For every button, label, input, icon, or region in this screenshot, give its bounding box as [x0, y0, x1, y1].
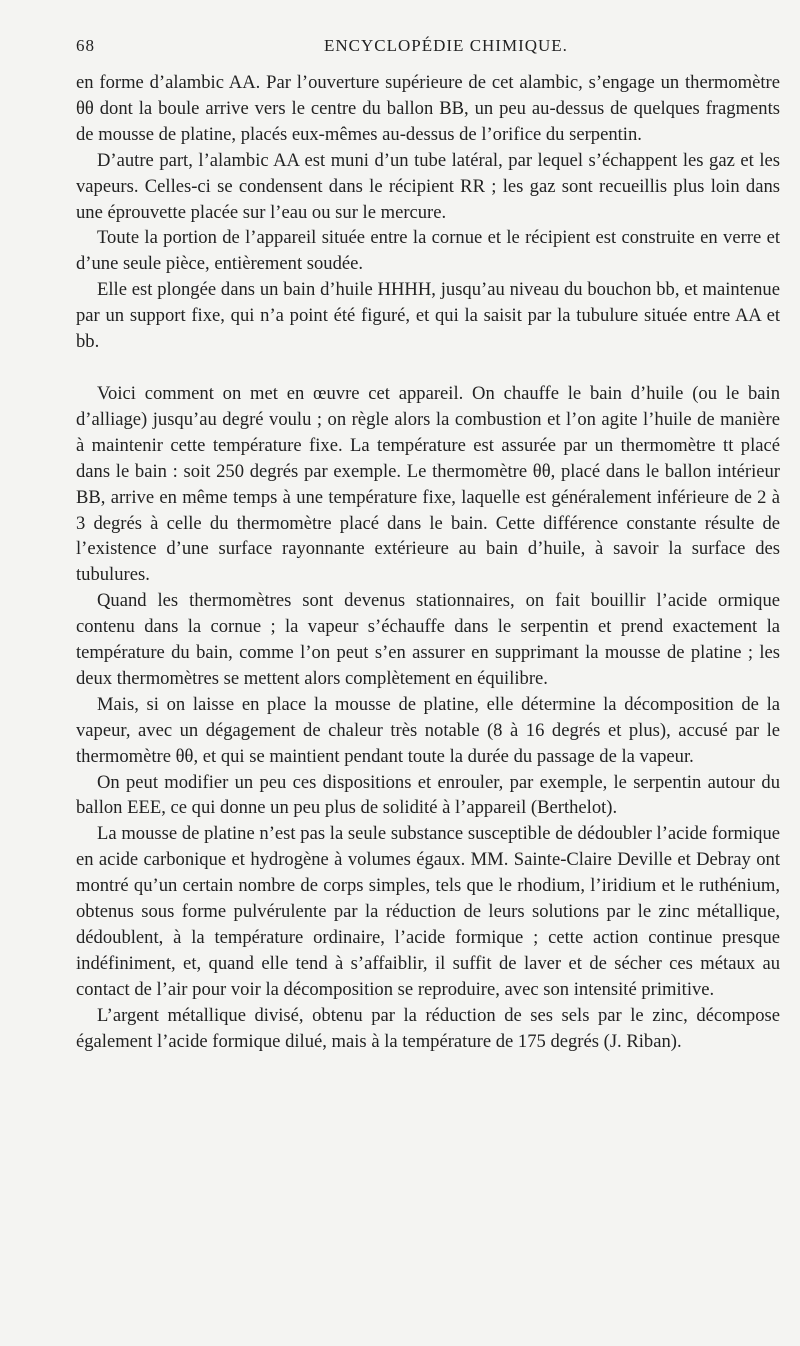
paragraph: Voici comment on met en œuvre cet appareil. On chauffe le bain d’huile (ou le bain d’alliage) jusqu’au degré voulu ; on règle alors la combustion et l’on agite l’huile de manière à maintenir cette température fixe. La température est assurée par un thermomètre tt placé dans le bain : soit 250 degrés par exemple. Le thermomètre θθ, placé dans le ballon intérieur BB, arrive en même temps à une température fixe, laquelle est généralement inférieure de 2 à 3 degrés à celle du thermomètre placé dans le bain. Cette différence constante résulte de l’existence d’une surface rayonnante extérieure au bain d’huile, à savoir la surface des tubulures.: [76, 382, 780, 586]
paragraph: Toute la portion de l’appareil située entre la cornue et le récipient est construite en verre et d’une seule pièce, entièrement soudée.: [76, 227, 780, 275]
page-header: [76, 36, 780, 60]
paragraph: L’argent métallique divisé, obtenu par la réduction de ses sels par le zinc, décompose également l’acide formique dilué, mais à la température de 175 degrés (J. Riban).: [76, 1004, 780, 1052]
paragraph-continuation: en forme d’alambic AA. Par l’ouverture supérieure de cet alambic, s’engage un thermomètre θθ dont la boule arrive vers le centre du ballon BB, un peu au-dessus de quelques fragments de mousse de platine, placés eux-mêmes au-dessus de l’orifice du serpentin.: [76, 72, 780, 145]
paragraph: Mais, si on laisse en place la mousse de platine, elle détermine la décomposition de la vapeur, avec un dégagement de chaleur très notable (8 à 16 degrés et plus), accusé par le thermomètre θθ, et qui se maintient pendant toute la durée du passage de la vapeur.: [76, 693, 780, 767]
paragraph: D’autre part, l’alambic AA est muni d’un tube latéral, par lequel s’échappent les gaz et les vapeurs. Celles-ci se condensent dans le récipient RR ; les gaz sont recueillis plus loin dans une éprouvette placée sur l’eau ou sur le mercure.: [76, 149, 780, 223]
body-text: [76, 70, 780, 1055]
paragraph: On peut modifier un peu ces dispositions et enrouler, par exemple, le serpentin autour du ballon EEE, ce qui donne un peu plus de solidité à l’appareil (Berthelot).: [76, 771, 780, 819]
running-title: ENCYCLOPÉDIE CHIMIQUE.: [324, 36, 568, 55]
paragraph: Quand les thermomètres sont devenus stationnaires, on fait bouillir l’acide ormique contenu dans la cornue ; la vapeur s’échauffe dans le serpentin et prend exactement la température du bain, comme l’on peut s’en assurer en supprimant la mousse de platine ; les deux thermomètres se mettent alors complètement en équilibre.: [76, 590, 780, 689]
paragraph: La mousse de platine n’est pas la seule substance susceptible de dédoubler l’acide formique en acide carbonique et hydrogène à volumes égaux. MM. Sainte-Claire Deville et Debray ont montré qu’un certain nombre de corps simples, tels que le rhodium, l’iridium et le ruthénium, obtenus sous forme pulvérulente par la réduction de leurs solutions par le zinc métallique, dédoublent, à la température ordinaire, l’acide formique ; cette action continue presque indéfiniment, et, quand elle tend à s’affaiblir, il suffit de laver et de sécher ces métaux au contact de l’air pour voir la décomposition se reproduire, avec son intensité primitive.: [76, 823, 780, 1000]
paragraph: Elle est plongée dans un bain d’huile HHHH, jusqu’au niveau du bouchon bb, et maintenue par un support fixe, qui n’a point été figuré, et qui la saisit par la tubulure située entre AA et bb.: [76, 279, 780, 353]
page-number: 68: [76, 36, 95, 55]
